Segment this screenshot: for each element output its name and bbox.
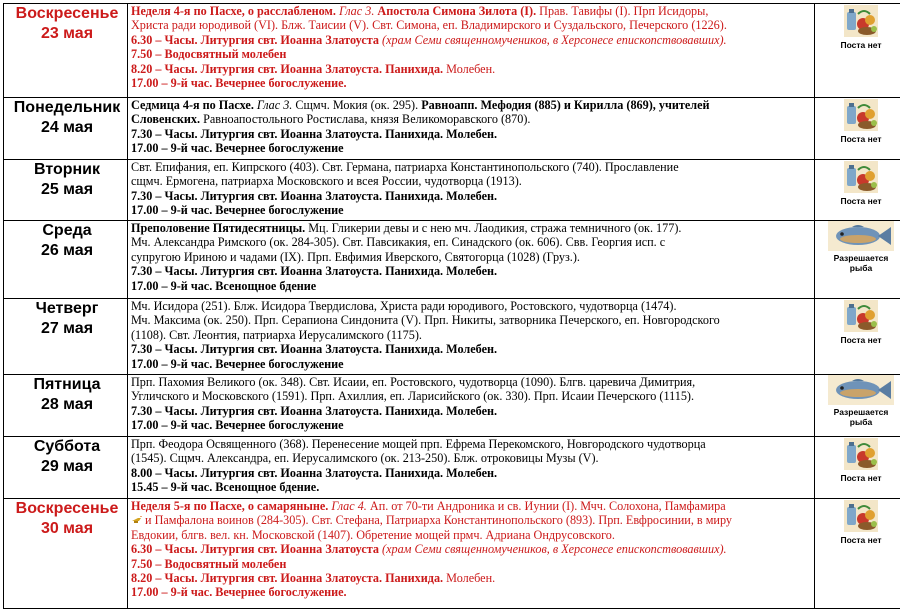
lamp-icon <box>131 513 145 527</box>
service-text: 17.00 – 9-й час. Всенощное бдение <box>131 278 317 293</box>
service-line <box>131 4 814 18</box>
service-line <box>131 585 814 599</box>
service-line <box>131 98 814 112</box>
service-text: 8.20 – Часы. Литургия свт. Иоанна Златоуста. Панихида. <box>131 571 447 586</box>
service-line <box>131 313 814 327</box>
day-cell <box>4 98 128 160</box>
service-line <box>131 418 814 432</box>
day-row <box>4 499 900 609</box>
service-text: Прав. Тавифы (I). Прп Исидоры, <box>539 4 709 18</box>
service-line <box>131 342 814 356</box>
service-text: Седмица 4-я по Пасхе. <box>131 98 257 112</box>
day-cell <box>4 4 128 98</box>
service-text: (1108). Свт. Леонтия, патриарха Иерусалимского (1175). <box>131 327 422 342</box>
day-cell <box>4 299 128 375</box>
date-label: 23 мая <box>40 25 94 42</box>
food-basket-icon <box>843 160 879 194</box>
weekday-label: Вторник <box>33 161 101 178</box>
date-label: 25 мая <box>40 181 94 198</box>
weekday-label: Четверг <box>35 300 99 317</box>
service-text: 17.00 – 9-й час. Вечернее богослужение <box>131 141 344 156</box>
service-line <box>131 480 814 494</box>
service-text: и Памфалона воинов (284-305). Свт. Стефана, Патриарха Константинопольского (893). Прп. Евфросинии, в миру <box>145 513 732 528</box>
service-text: Глас 3. <box>338 4 378 18</box>
weekday-label: Понедельник <box>13 99 121 116</box>
service-text: 7.30 – Часы. Литургия свт. Иоанна Златоуста. Панихида. Молебен. <box>131 126 498 141</box>
day-cell <box>4 437 128 499</box>
food-basket-icon <box>843 4 879 38</box>
service-line <box>131 389 814 403</box>
service-text: Словенских. <box>131 112 204 127</box>
fast-cell <box>815 160 900 221</box>
service-text: Мч. Максима (ок. 250). Прп. Серапиона Синдонита (V). Прп. Никиты, затворника Печерского, еп. Новгородского <box>131 313 720 328</box>
fast-cell <box>815 299 900 375</box>
service-text: 6.30 – Часы. Литургия свт. Иоанна Златоуста <box>131 32 383 47</box>
services-cell <box>128 375 815 437</box>
service-line <box>131 47 814 61</box>
service-text: Молебен. <box>446 61 496 76</box>
service-text: 17.00 – 9-й час. Вечернее богослужение. <box>131 585 347 600</box>
service-text: Глас 4. <box>331 499 370 513</box>
date-label: 27 мая <box>40 320 94 337</box>
schedule-table <box>3 3 900 609</box>
day-row <box>4 221 900 299</box>
service-line <box>131 203 814 217</box>
service-text: (1545). Сщмч. Александра, еп. Иерусалимского (ок. 213-250). Блж. отроковицы Музы (V). <box>131 451 599 466</box>
service-text: Свт. Епифания, еп. Кипрского (403). Свт. Германа, патриарха Константинопольского (740). Прославление <box>131 160 679 174</box>
service-line <box>131 250 814 264</box>
service-text: 17.00 – 9-й час. Вечернее богослужение <box>131 356 344 371</box>
service-line <box>131 357 814 371</box>
service-text: супругою Ириною и чадами (IX). Прп. Евфимия Иверского, Святогорца (1028) (Груз.). <box>131 249 580 264</box>
fast-label: Разрешается рыба <box>833 253 889 273</box>
service-text: 8.20 – Часы. Литургия свт. Иоанна Златоуста. Панихида. <box>131 61 447 76</box>
service-text: Угличского и Московского (1591). Прп. Ахиллия, еп. Ларисийского (ок. 330). Прп. Исаии Печерского (1115). <box>131 389 695 404</box>
day-row <box>4 299 900 375</box>
services-cell <box>128 299 815 375</box>
day-cell <box>4 221 128 299</box>
date-label: 24 мая <box>40 119 94 136</box>
service-text: Мц. Гликерии девы и с нею мч. Лаодикия, стража темничного (ок. 177). <box>308 221 682 235</box>
service-line <box>131 499 814 513</box>
fast-label: Поста нет <box>840 134 882 144</box>
service-text: 15.45 – 9-й час. Всенощное бдение. <box>131 480 320 495</box>
service-line <box>131 542 814 556</box>
service-text: Равноапп. Мефодия (885) и Кирилла (869), учителей <box>421 98 710 112</box>
fast-label: Поста нет <box>840 335 882 345</box>
service-line <box>131 160 814 174</box>
fast-label: Поста нет <box>840 535 882 545</box>
service-line <box>131 235 814 249</box>
service-line <box>131 221 814 235</box>
service-line <box>131 264 814 278</box>
service-line <box>131 62 814 76</box>
fast-cell <box>815 375 900 437</box>
fish-icon <box>828 375 894 405</box>
fast-cell <box>815 437 900 499</box>
service-line <box>131 528 814 542</box>
date-label: 29 мая <box>40 458 94 475</box>
fast-cell <box>815 499 900 609</box>
service-text: 17.00 – 9-й час. Вечернее богослужение. <box>131 76 347 91</box>
service-text: Мч. Исидора (251). Блж. Исидора Твердислова, Христа ради юродивого, Ростовского, чудотворца (1474). <box>131 299 677 313</box>
service-line <box>131 375 814 389</box>
day-row <box>4 437 900 499</box>
service-text: 17.00 – 9-й час. Вечернее богослужение <box>131 418 344 433</box>
service-text: Ап. от 70-ти Андроника и св. Иунии (I). Мчч. Солохона, Памфамира <box>369 499 726 513</box>
weekday-label: Пятница <box>33 376 101 393</box>
service-text: Прп. Феодора Освященного (368). Перенесение мощей прп. Ефрема Перекомского, Новгородского чудотворца <box>131 437 706 451</box>
weekday-label: Суббота <box>33 438 101 455</box>
fast-label: Поста нет <box>840 40 882 50</box>
service-text: 7.50 – Водосвятный молебен <box>131 556 287 571</box>
fast-cell <box>815 221 900 299</box>
service-text: 7.50 – Водосвятный молебен <box>131 47 287 62</box>
day-cell <box>4 375 128 437</box>
service-text: (храм Семи священномучеников, в Херсонесе епископствовавших). <box>382 32 727 47</box>
services-cell <box>128 4 815 98</box>
services-cell <box>128 499 815 609</box>
service-line <box>131 279 814 293</box>
weekday-label: Среда <box>42 222 92 239</box>
service-text: Неделя 4-я по Пасхе, о расслабленом. <box>131 4 339 18</box>
service-line <box>131 18 814 32</box>
services-cell <box>128 98 815 160</box>
service-text: 7.30 – Часы. Литургия свт. Иоанна Златоуста. Панихида. Молебен. <box>131 188 498 203</box>
service-text: Преполовение Пятидесятницы. <box>131 221 309 235</box>
service-line <box>131 174 814 188</box>
day-row <box>4 4 900 98</box>
service-text: Неделя 5-я по Пасхе, о самаряныне. <box>131 499 332 513</box>
service-text: Апостола Симона Зилота (I). <box>377 4 540 18</box>
service-line <box>131 404 814 418</box>
service-text: Евдокии, блгв. вел. кн. Московской (1407). Обретение мощей прмч. Адриана Ондрусовского. <box>131 527 615 542</box>
day-row <box>4 98 900 160</box>
service-line <box>131 127 814 141</box>
service-text: 8.00 – Часы. Литургия свт. Иоанна Златоуста. Панихида. Молебен. <box>131 465 498 480</box>
day-row <box>4 160 900 221</box>
service-text: 6.30 – Часы. Литургия свт. Иоанна Златоуста <box>131 542 383 557</box>
date-label: 30 мая <box>40 520 94 537</box>
fast-cell <box>815 98 900 160</box>
service-text: (храм Семи священномучеников, в Херсонесе епископствовавших). <box>382 542 727 557</box>
service-text: Христа ради юродивой (VI). Блж. Таисии (V). Свт. Симона, еп. Владимирского и Суздальского, Печерского (1226). <box>131 18 727 33</box>
services-cell <box>128 160 815 221</box>
service-line <box>131 437 814 451</box>
day-cell <box>4 160 128 221</box>
service-text: 7.30 – Часы. Литургия свт. Иоанна Златоуста. Панихида. Молебен. <box>131 264 498 279</box>
service-line <box>131 451 814 465</box>
service-text: 17.00 – 9-й час. Вечернее богослужение <box>131 203 344 218</box>
service-text: Молебен. <box>446 571 496 586</box>
date-label: 26 мая <box>40 242 94 259</box>
date-label: 28 мая <box>40 396 94 413</box>
day-row <box>4 375 900 437</box>
service-text: сщмч. Ермогена, патриарха Московского и всея России, чудотворца (1913). <box>131 174 522 189</box>
weekday-label: Воскресенье <box>15 5 119 22</box>
food-basket-icon <box>843 299 879 333</box>
service-line <box>131 513 814 527</box>
services-cell <box>128 221 815 299</box>
service-line <box>131 76 814 90</box>
food-basket-icon <box>843 499 879 533</box>
service-line <box>131 571 814 585</box>
food-basket-icon <box>843 437 879 471</box>
service-text: 7.30 – Часы. Литургия свт. Иоанна Златоуста. Панихида. Молебен. <box>131 342 498 357</box>
service-line <box>131 112 814 126</box>
weekday-label: Воскресенье <box>15 500 119 517</box>
service-line <box>131 328 814 342</box>
services-cell <box>128 437 815 499</box>
service-text: Равноапостольного Ростислава, князя Великоморавского (870). <box>203 112 531 127</box>
service-text: Мч. Александра Римского (ок. 284-305). Свт. Павсикакия, еп. Синадского (ок. 606). Свв. Георгия исп. с <box>131 235 666 250</box>
service-line <box>131 557 814 571</box>
service-text: 7.30 – Часы. Литургия свт. Иоанна Златоуста. Панихида. Молебен. <box>131 403 498 418</box>
service-line <box>131 299 814 313</box>
day-cell <box>4 499 128 609</box>
fast-label: Разрешается рыба <box>833 407 889 427</box>
fish-icon <box>828 221 894 251</box>
fast-label: Поста нет <box>840 473 882 483</box>
service-line <box>131 466 814 480</box>
fast-label: Поста нет <box>840 196 882 206</box>
fast-cell <box>815 4 900 98</box>
service-text: Сщмч. Мокия (ок. 295). <box>295 98 422 112</box>
service-line <box>131 33 814 47</box>
service-line <box>131 189 814 203</box>
service-text: Прп. Пахомия Великого (ок. 348). Свт. Исаии, еп. Ростовского, чудотворца (1090). Блгв. царевича Димитрия, <box>131 375 696 389</box>
food-basket-icon <box>843 98 879 132</box>
service-line <box>131 141 814 155</box>
service-text: Глас 3. <box>256 98 296 112</box>
